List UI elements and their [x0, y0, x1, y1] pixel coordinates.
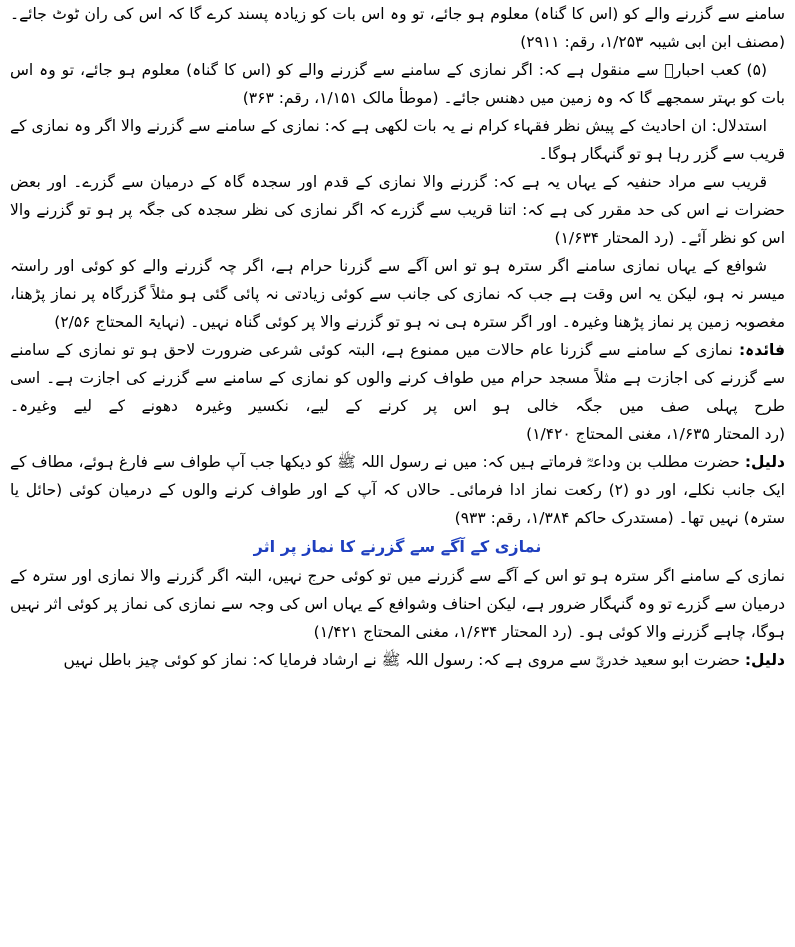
- paragraph-daleel-1: [10, 448, 785, 532]
- paragraph-qareeb: [10, 168, 785, 252]
- daleel-label: دلیل:: [744, 651, 785, 669]
- book-page: [10, 0, 785, 947]
- paragraph-shawafe: [10, 252, 785, 336]
- section-heading: نمازی کے آگے سے گزرنے کا نماز پر اثر: [253, 537, 542, 556]
- paragraph-text: (۵) کعب احبارؒ سے منقول ہے کہ: اگر نمازی کے سامنے سے گزرنے والے کو (اس کا گناہ) معلوم ہو جائے، تو وہ اس بات کو بہتر سمجھے گا کہ وہ زمین میں دھنس جائے۔: [10, 61, 785, 107]
- paragraph-text: نمازی کے سامنے سے گزرنا عام حالات میں ممنوع ہے، البتہ کوئی شرعی ضرورت لاحق ہو تو نمازی کے سامنے سے گزرنے کی اجازت ہے مثلاً مسجد حرام میں طواف کرنے والوں کو نمازی کے سامنے سے گزرنے کی اجازت ہے۔ اسی طرح پہلی صف میں جگہ خالی ہو اس پر کرنے کے لیے، نکسیر وغیرہ دھونے کے لیے وغیرہ۔: [10, 341, 785, 415]
- citation: (رد المحتار ۱/۶۳۵، مغنی المحتاج ۱/۴۲۰): [526, 425, 785, 443]
- citation: (نہایۃ المحتاج ۲/۵۶): [54, 313, 186, 331]
- paragraph-faida: [10, 336, 785, 448]
- citation: (مستدرک حاکم ۱/۳۸۴، رقم: ۹۳۳): [454, 509, 674, 527]
- citation: (رد المحتار ۱/۶۳۴، مغنی المحتاج ۱/۴۲۱): [313, 623, 573, 641]
- daleel-label: دلیل:: [744, 453, 785, 471]
- paragraph-daleel-2: [10, 646, 785, 674]
- paragraph-text: استدلال: ان احادیث کے پیش نظر فقہاء کرام نے یہ بات لکھی ہے کہ: نمازی کے سامنے سے گزرنے والا اگر وہ نمازی کے قریب سے گزر رہا ہو تو گنہگار ہوگا۔: [10, 117, 785, 163]
- paragraph-text: قریب سے مراد حنفیہ کے یہاں یہ ہے کہ: گزرنے والا نمازی کے قدم اور سجدہ گاہ کے درمیان سے گزرے۔ اور بعض حضرات نے اس کی حد مقرر کی ہے کہ: اتنا قریب سے گزرے کہ اگر نمازی کی نظر سجدہ کی جگہ پر ہو تو گزرنے والا اس کو نظر آئے۔: [10, 173, 785, 247]
- faida-label: فائدہ:: [738, 341, 785, 359]
- citation: (موطأ مالک ۱/۱۵۱، رقم: ۳۶۳): [242, 89, 439, 107]
- paragraph-2: [10, 56, 785, 112]
- citation: (مصنف ابن ابی شیبہ ۱/۲۵۳، رقم: ۲۹۱۱): [520, 33, 785, 51]
- paragraph-1: [10, 0, 785, 56]
- paragraph-text: نمازی کے سامنے اگر سترہ ہو تو اس کے آگے سے گزرنے میں تو کوئی حرج نہیں، البتہ اگر گزرنے والا نمازی اور سترہ کے درمیان سے گزرے تو وہ گنہگار ضرور ہے، لیکن احناف وشوافع کے یہاں اس کی وجہ سے نمازی کی نماز پر کوئی اثر نہیں ہوگا، چاہے گزرنے والا کوئی ہو۔: [10, 567, 785, 641]
- paragraph-text: حضرت مطلب بن وداعہؓ فرماتے ہیں کہ: میں نے رسول اللہ ﷺ کو دیکھا جب آپ طواف سے فارغ ہوئے، مطاف کے ایک جانب نکلے، اور دو (۲) رکعت نماز ادا فرمائی۔ حالاں کہ آپ کے اور طواف کرنے والوں کے درمیان کوئی (حائل یا سترہ) نہیں تھا۔: [10, 453, 785, 527]
- citation: (رد المحتار ۱/۶۳۴): [554, 229, 675, 247]
- paragraph-text: سامنے سے گزرنے والے کو (اس کا گناہ) معلوم ہو جائے، تو وہ اس بات کو زیادہ پسند کرے گا کہ اس کی ران ٹوٹ جائے۔: [10, 5, 785, 23]
- paragraph-istidlal: [10, 112, 785, 168]
- paragraph-text: حضرت ابو سعید خدریؓ سے مروی ہے کہ: رسول اللہ ﷺ نے ارشاد فرمایا کہ: نماز کو کوئی چیز باطل نہیں: [63, 651, 740, 669]
- paragraph-text: شوافع کے یہاں نمازی سامنے اگر سترہ ہو تو اس آگے سے گزرنا حرام ہے، اگر چہ گزرنے والے کو کوئی اور راستہ میسر نہ ہو، لیکن یہ اس وقت ہے جب کہ نمازی کی جانب سے کوئی زیادتی نہ پائی گئی ہو مثلاً گزرگاہ پر نماز پڑھنا، مغصوبہ زمین پر نماز پڑھنا وغیرہ۔ اور اگر سترہ ہی نہ ہو تو گزرنے والا پر کوئی گناہ نہیں۔: [10, 257, 785, 331]
- paragraph-sutra: [10, 562, 785, 646]
